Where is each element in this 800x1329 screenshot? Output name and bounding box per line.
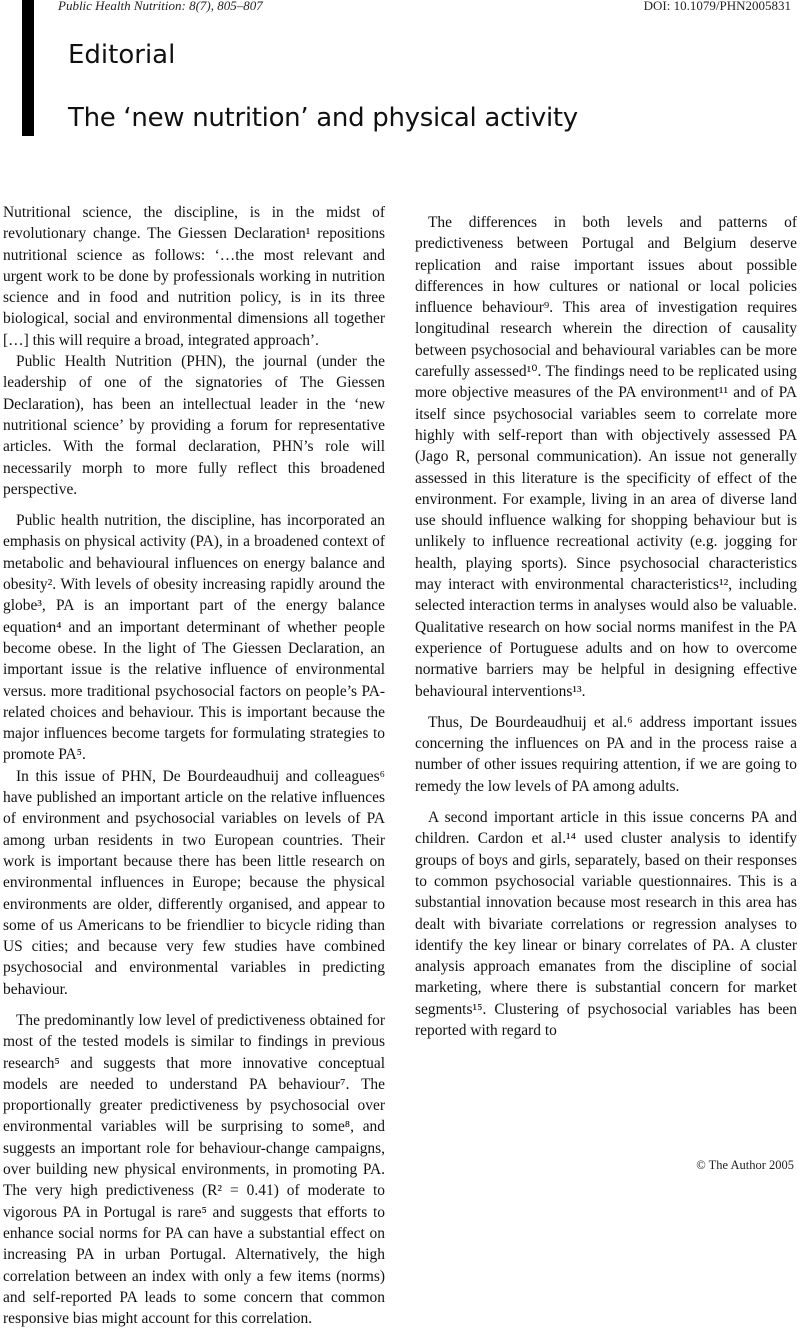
body-paragraph: The differences in both levels and patterns of predictiveness between Portugal and Belgium deserve replication and raise important issues about possible differences in how cultures or national or local policies influence behaviour⁹. This area of investigation requires longitudinal research wherein the direction of causality between psychosocial and behavioural variables can be more carefully assessed¹⁰. The findings need to be replicated using more objective measures of the PA environment¹¹ and of PA itself since psychosocial variables seem to correlate more highly with self-report than with objectively assessed PA (Jago R, personal communication). An issue not generally assessed in this literature is the specificity of effect of the environment. For example, living in an area of diverse land use should influence walking for shopping behaviour but is unlikely to influence recreational activity (e.g. jogging for health, playing sports). Since psychosocial characteristics may interact with environmental characteristics¹², including selected interaction terms in analyses would also be valuable. Qualitative research on how social norms manifest in the PA experience of Portuguese adults and on how to overcome normative barriers may be helpful in designing effective behavioural interventions¹³. xyxy=(415,214,797,700)
copyright: © The Author 2005 xyxy=(696,1158,794,1172)
body-paragraph: Thus, De Bourdeaudhuij et al.⁶ address important issues concerning the influences on PA and in the process raise a number of other issues requiring attention, if we are going to remedy the low levels of PA among adults. xyxy=(415,713,797,795)
body-paragraph: Nutritional science, the discipline, is in the midst of revolutionary change. The Giessen Declaration¹ repositions nutritional science as follows: ‘…the most relevant and urgent work to be done by professionals working in nutrition science and in food and nutrition policy, is in its three biological, social and environmental dimensions all together […] this will require a broad, integrated approach’. xyxy=(3,204,385,349)
body-paragraph: In this issue of PHN, De Bourdeaudhuij and colleagues⁶ have published an important article on the relative influences of environment and psychosocial variables on levels of PA among urban residents in two European countries. Their work is important because there has been little research on environmental influences in Europe; because the physical environments are older, differently organised, and appear to some of us Americans to be friendlier to bicycle riding than US cities; and because very few studies have combined psychosocial and environmental variables in predicting behaviour. xyxy=(3,767,385,998)
column-right xyxy=(415,202,797,1041)
body-paragraph: Public health nutrition, the discipline, has incorporated an emphasis on physical activity (PA), in a broadened context of metabolic and behavioural influences on energy balance and obesity². With levels of obesity increasing rapidly around the globe³, PA is an important part of the energy balance equation⁴ and an important determinant of whether people become obese. In the light of The Giessen Declaration, an important issue is the relative influence of environmental versus. more traditional psychosocial factors on people’s PA-related choices and behaviour. This is important because the major influences become targets for formulating strategies to promote PA⁵. xyxy=(3,512,385,764)
column-left xyxy=(3,202,385,1329)
article-title: The ‘new nutrition’ and physical activity xyxy=(68,103,578,133)
article-type: Editorial xyxy=(68,40,176,70)
body-paragraph: A second important article in this issue concerns PA and children. Cardon et al.¹⁴ used cluster analysis to identify groups of boys and girls, separately, based on their responses to common psychosocial variable questionnaires. This is a substantial innovation because most research in this area has dealt with bivariate correlations or regression analyses to identify the key linear or binary correlates of PA. A cluster analysis approach emanates from the discipline of social marketing, where there is substantial concern for market segments¹⁵. Clustering of psychosocial variables has been reported with regard to xyxy=(415,809,797,1039)
body-paragraph: The predominantly low level of predictiveness obtained for most of the tested models is similar to findings in previous research⁵ and suggests that more innovative conceptual models are needed to understand PA behaviour⁷. The proportionally greater predictiveness by psychosocial over environmental variables will be surprising to some⁸, and suggests an important role for behaviour-change campaigns, over building new physical environments, in promoting PA. The very high predictiveness (R² = 0.41) of moderate to vigorous PA in Portugal is rare⁵ and suggests that efforts to enhance social norms for PA can have a substantial effect on increasing PA in urban Portugal. Alternatively, the high correlation between an index with only a few items (norms) and self-reported PA leads to some concern that common responsive bias might account for this correlation. xyxy=(3,1011,385,1328)
header-rule-bar xyxy=(22,0,34,136)
body-paragraph: Public Health Nutrition (PHN), the journal (under the leadership of one of the signatories of The Giessen Declaration), has been an intellectual leader in the ‘new nutritional science’ by providing a forum for representative articles. With the formal declaration, PHN’s role will necessarily morph to more fully reflect this broadened perspective. xyxy=(3,353,385,498)
journal-citation: Public Health Nutrition: 8(7), 805–807 xyxy=(58,0,263,13)
doi: DOI: 10.1079/PHN2005831 xyxy=(643,0,791,13)
